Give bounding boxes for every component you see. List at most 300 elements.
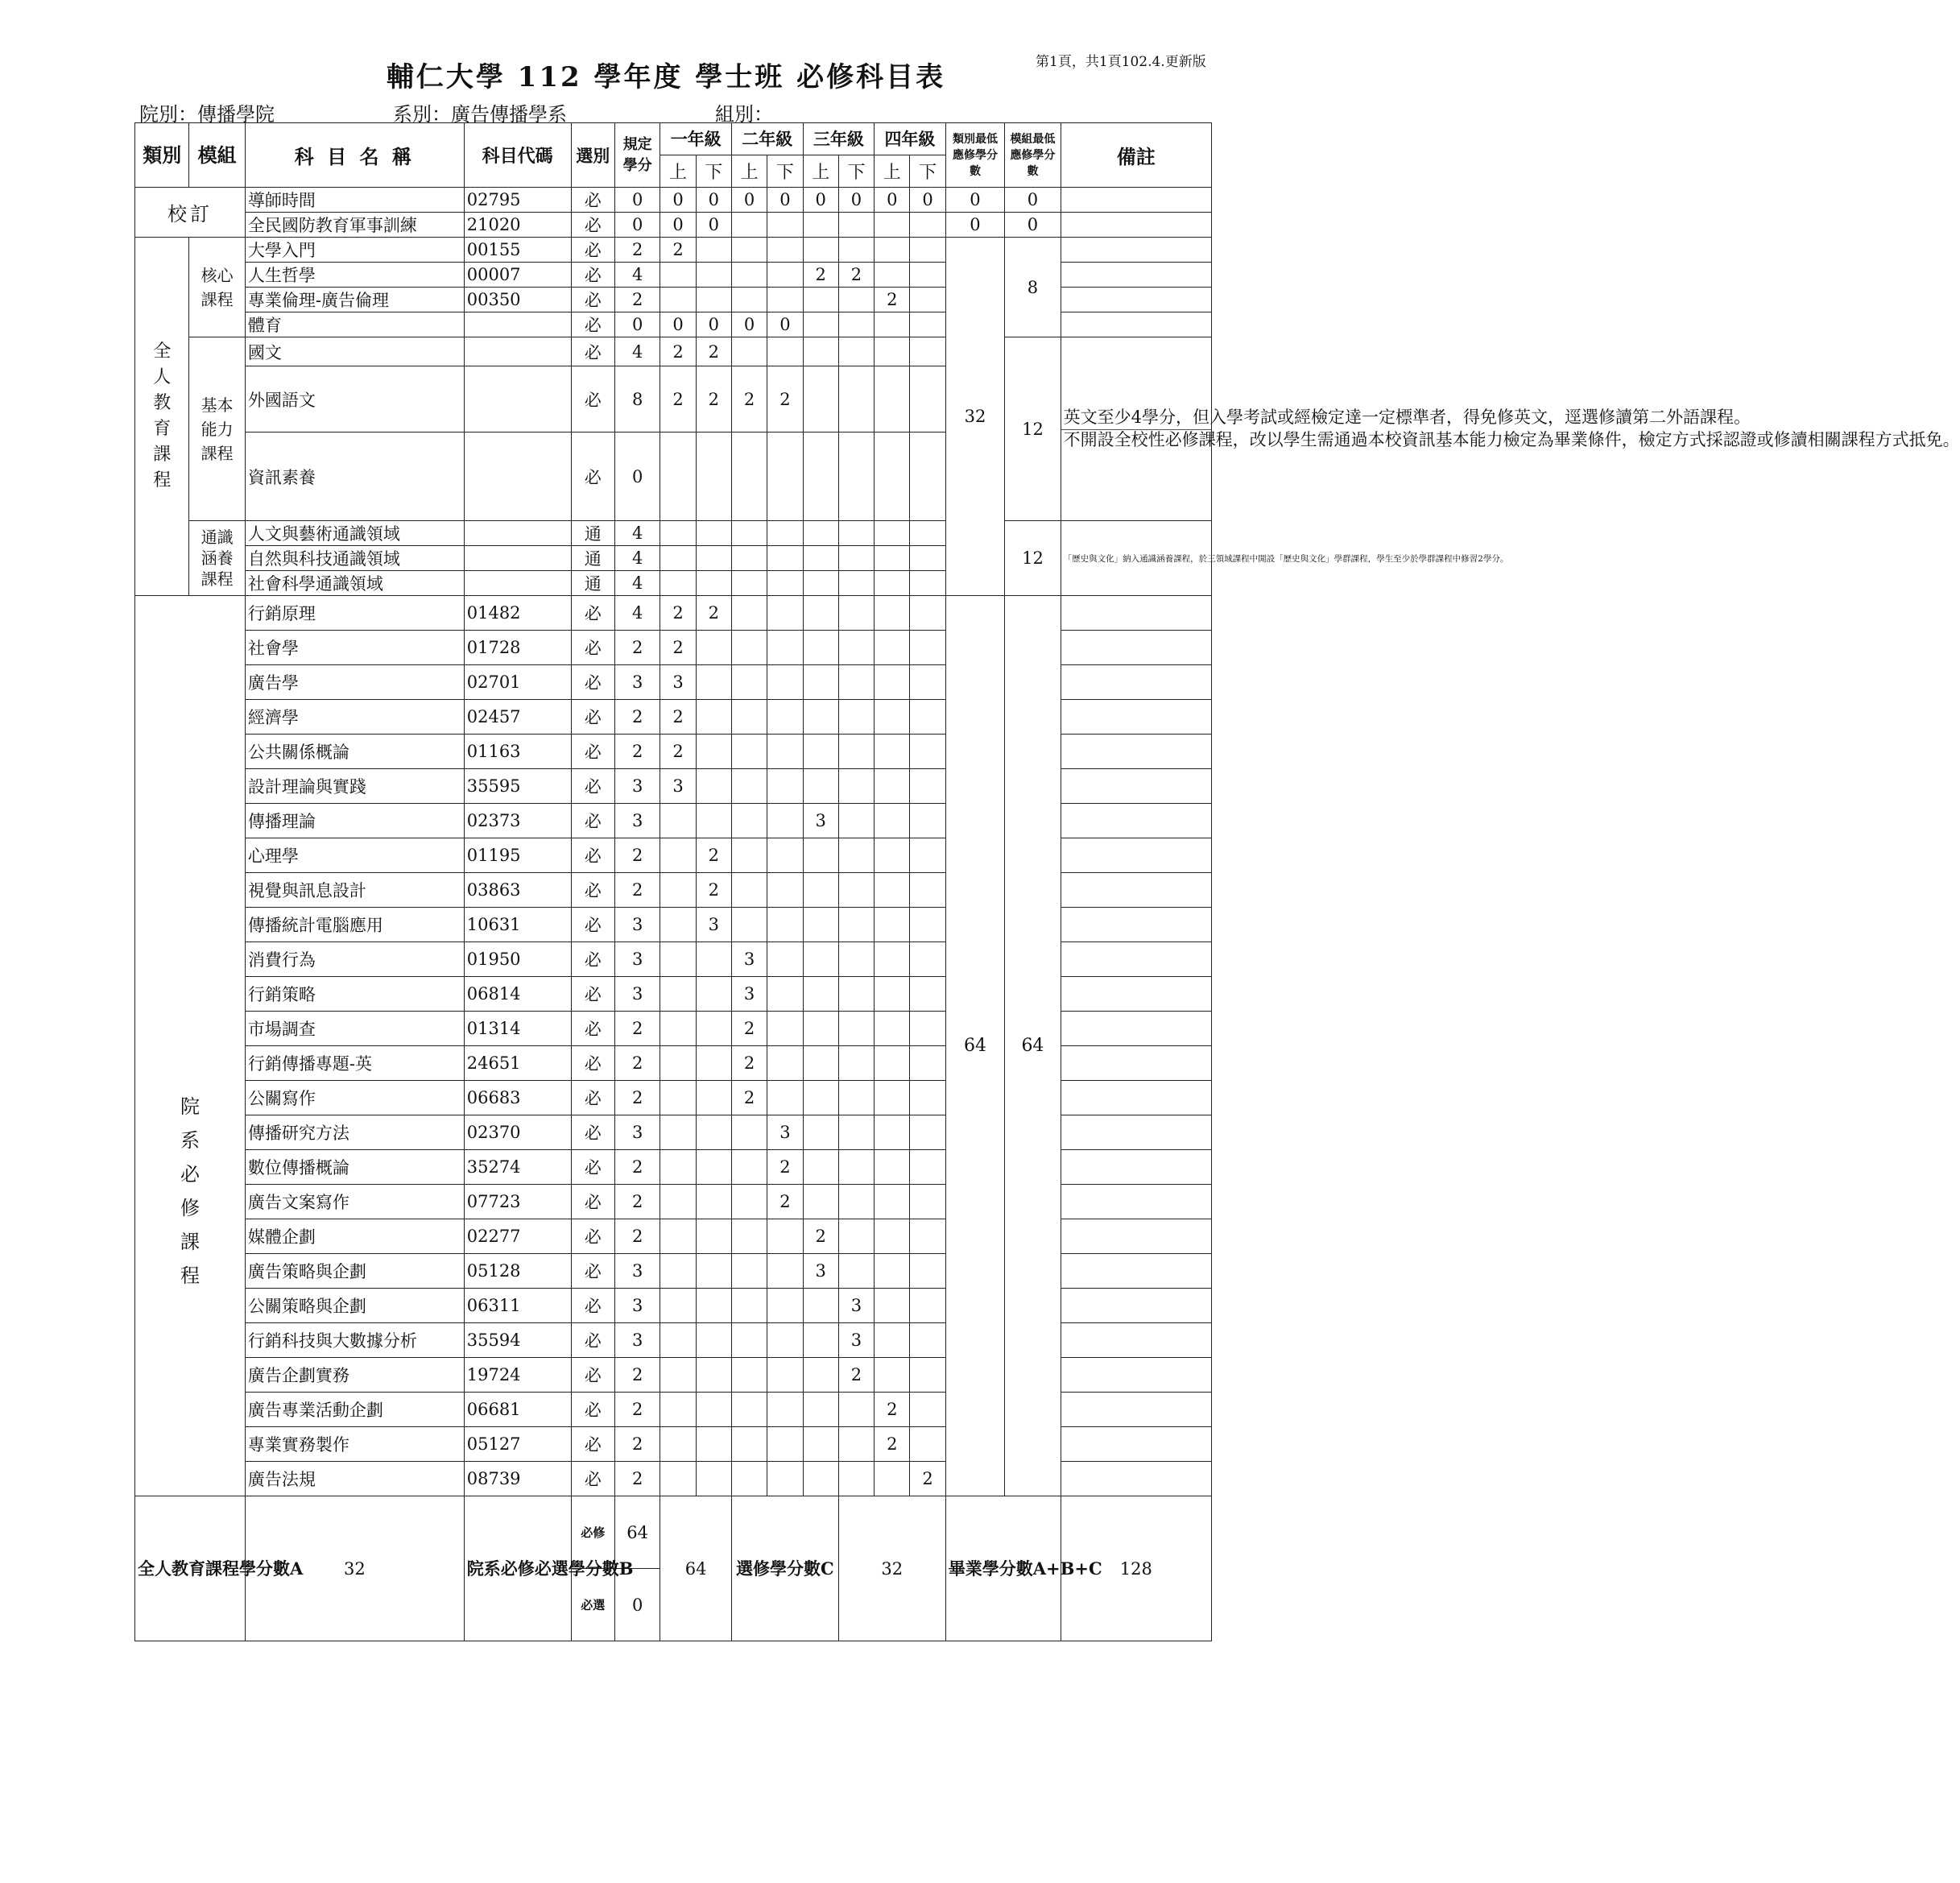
module-min: 0	[1005, 213, 1061, 238]
semester-credit	[910, 263, 945, 288]
course-name: 行銷傳播專題-英	[245, 1046, 464, 1081]
course-name: 自然與科技通識領域	[245, 546, 464, 571]
course-type: 必	[571, 735, 614, 769]
semester-credit: 3	[696, 908, 731, 942]
remarks-cell	[1061, 1081, 1211, 1115]
semester-credit	[910, 1219, 945, 1254]
semester-credit	[910, 665, 945, 700]
semester-credit	[910, 1427, 945, 1462]
course-credits: 4	[614, 571, 660, 596]
semester-credit	[731, 1427, 767, 1462]
page-title: 輔仁大學 112 學年度 學士班 必修科目表	[386, 61, 946, 93]
semester-credit	[910, 1046, 945, 1081]
semester-credit	[910, 1358, 945, 1393]
remarks-cell	[1061, 1219, 1211, 1254]
table-row	[135, 337, 1212, 366]
semester-credit: 0	[660, 312, 696, 337]
course-name: 行銷科技與大數據分析	[245, 1323, 464, 1358]
semester-credit	[803, 873, 838, 908]
semester-credit: 2	[910, 1462, 945, 1496]
semester-credit	[767, 838, 803, 873]
department-label: 系別：廣告傳播學系	[393, 103, 567, 126]
semester-credit	[838, 873, 874, 908]
course-name: 專業倫理-廣告倫理	[245, 288, 464, 312]
semester-credit	[803, 1323, 838, 1358]
semester-credit	[696, 700, 731, 735]
course-code	[464, 337, 571, 366]
remarks-cell	[1061, 1358, 1211, 1393]
section-dept	[135, 596, 246, 1496]
semester-credit	[696, 1046, 731, 1081]
semester-credit	[875, 1185, 910, 1219]
semester-credit	[660, 1185, 696, 1219]
course-name: 傳播理論	[245, 804, 464, 838]
course-name: 全民國防教育軍事訓練	[245, 213, 464, 238]
semester-credit	[838, 1046, 874, 1081]
semester-credit: 0	[731, 312, 767, 337]
course-code: 06683	[464, 1081, 571, 1115]
semester-credit	[910, 1323, 945, 1358]
semester-credit	[660, 1289, 696, 1323]
remarks-cell	[1061, 942, 1211, 977]
semester-credit	[696, 769, 731, 804]
course-type: 必	[571, 838, 614, 873]
semester-credit	[660, 977, 696, 1012]
course-name: 公關寫作	[245, 1081, 464, 1115]
semester-credit	[803, 1393, 838, 1427]
semester-credit	[910, 432, 945, 521]
semester-credit	[696, 631, 731, 665]
course-code: 02701	[464, 665, 571, 700]
semester-credit	[767, 700, 803, 735]
course-name: 廣告企劃實務	[245, 1358, 464, 1393]
course-code: 05128	[464, 1254, 571, 1289]
semester-credit	[731, 908, 767, 942]
semester-credit	[731, 1289, 767, 1323]
semester-credit	[767, 1254, 803, 1289]
semester-credit: 2	[838, 263, 874, 288]
footer-value-b: 64	[660, 1496, 732, 1641]
course-type: 必	[571, 213, 614, 238]
remarks-cell	[1061, 838, 1211, 873]
course-type: 必	[571, 1323, 614, 1358]
course-credits: 3	[614, 942, 660, 977]
semester-credit	[803, 665, 838, 700]
header-y2-upper: 上	[731, 155, 767, 188]
semester-credit	[767, 432, 803, 521]
course-name: 人生哲學	[245, 263, 464, 288]
course-code	[464, 521, 571, 546]
semester-credit	[838, 1254, 874, 1289]
semester-credit	[731, 1150, 767, 1185]
header-course-name: 科 目 名 稱	[245, 123, 464, 188]
course-code: 00155	[464, 238, 571, 263]
course-type: 必	[571, 1081, 614, 1115]
semester-credit	[910, 1150, 945, 1185]
course-code: 02457	[464, 700, 571, 735]
semester-credit	[767, 1219, 803, 1254]
course-credits: 2	[614, 1393, 660, 1427]
semester-credit: 2	[660, 596, 696, 631]
header-category-min: 類別最低應修學分數	[945, 123, 1004, 188]
header-year3: 三年級	[803, 123, 875, 155]
semester-credit	[696, 735, 731, 769]
course-code	[464, 432, 571, 521]
semester-credit	[731, 337, 767, 366]
semester-credit	[803, 908, 838, 942]
semester-credit	[803, 432, 838, 521]
semester-credit	[803, 769, 838, 804]
semester-credit	[838, 521, 874, 546]
header-module: 模組	[189, 123, 245, 188]
header-y1-lower: 下	[696, 155, 731, 188]
semester-credit	[767, 596, 803, 631]
course-type: 必	[571, 337, 614, 366]
header-y1-upper: 上	[660, 155, 696, 188]
semester-credit	[875, 1254, 910, 1289]
semester-credit	[838, 288, 874, 312]
semester-credit	[696, 432, 731, 521]
course-type: 必	[571, 1150, 614, 1185]
module-core: 核心課程	[189, 238, 245, 337]
semester-credit: 0	[838, 188, 874, 213]
semester-credit	[767, 571, 803, 596]
semester-credit	[696, 546, 731, 571]
semester-credit	[731, 804, 767, 838]
semester-credit	[875, 238, 910, 263]
header-module-min: 模組最低應修學分數	[1005, 123, 1061, 188]
semester-credit	[767, 631, 803, 665]
semester-credit	[803, 700, 838, 735]
semester-credit	[838, 213, 874, 238]
table-row	[135, 596, 1212, 631]
semester-credit	[767, 1358, 803, 1393]
semester-credit	[696, 1115, 731, 1150]
semester-credit	[731, 1358, 767, 1393]
dept-category-min: 64	[945, 596, 1004, 1496]
semester-credit	[696, 1185, 731, 1219]
semester-credit	[910, 337, 945, 366]
semester-credit	[910, 700, 945, 735]
course-type: 必	[571, 1462, 614, 1496]
course-credits: 2	[614, 1081, 660, 1115]
course-type: 必	[571, 288, 614, 312]
table-row	[135, 1496, 1212, 1569]
version-note: 第1頁，共1頁102.4.更新版	[1036, 54, 1206, 70]
semester-credit	[696, 1012, 731, 1046]
course-credits: 3	[614, 908, 660, 942]
semester-credit	[767, 263, 803, 288]
core-module-min: 8	[1005, 238, 1061, 337]
course-type: 必	[571, 238, 614, 263]
semester-credit	[660, 1046, 696, 1081]
semester-credit	[803, 942, 838, 977]
semester-credit	[875, 312, 910, 337]
semester-credit: 0	[875, 188, 910, 213]
semester-credit: 0	[660, 188, 696, 213]
semester-credit	[696, 1081, 731, 1115]
course-name: 人文與藝術通識領域	[245, 521, 464, 546]
course-type: 必	[571, 1115, 614, 1150]
semester-credit	[660, 1427, 696, 1462]
semester-credit	[838, 1012, 874, 1046]
semester-credit	[910, 1115, 945, 1150]
semester-credit	[910, 546, 945, 571]
header-year2: 二年級	[731, 123, 803, 155]
semester-credit	[803, 1046, 838, 1081]
course-name: 外國語文	[245, 366, 464, 432]
semester-credit	[838, 1115, 874, 1150]
semester-credit: 2	[660, 700, 696, 735]
semester-credit	[696, 1289, 731, 1323]
semester-credit	[875, 735, 910, 769]
semester-credit	[731, 1254, 767, 1289]
course-type: 必	[571, 1358, 614, 1393]
semester-credit: 3	[731, 942, 767, 977]
semester-credit: 2	[660, 337, 696, 366]
course-type: 必	[571, 942, 614, 977]
course-name: 行銷原理	[245, 596, 464, 631]
semester-credit	[731, 1462, 767, 1496]
semester-credit	[875, 1358, 910, 1393]
course-code: 05127	[464, 1427, 571, 1462]
header-y3-upper: 上	[803, 155, 838, 188]
semester-credit	[838, 942, 874, 977]
course-type: 必	[571, 366, 614, 432]
course-name: 體育	[245, 312, 464, 337]
semester-credit	[767, 1427, 803, 1462]
remarks-cell	[1061, 665, 1211, 700]
footer-elective-label: 必選	[571, 1569, 614, 1641]
semester-credit: 2	[731, 1012, 767, 1046]
semester-credit	[767, 546, 803, 571]
course-credits: 3	[614, 665, 660, 700]
semester-credit	[838, 1185, 874, 1219]
course-code: 02373	[464, 804, 571, 838]
course-type: 必	[571, 631, 614, 665]
semester-credit	[660, 1081, 696, 1115]
course-type: 必	[571, 1427, 614, 1462]
semester-credit: 2	[731, 1081, 767, 1115]
semester-credit	[910, 804, 945, 838]
header-y4-upper: 上	[875, 155, 910, 188]
course-credits: 4	[614, 521, 660, 546]
semester-credit	[731, 873, 767, 908]
semester-credit	[838, 1219, 874, 1254]
semester-credit	[838, 312, 874, 337]
semester-credit	[803, 1115, 838, 1150]
whole-category-min: 32	[945, 238, 1004, 596]
section-dept-label: 院 系 必 修 課 程	[180, 1095, 200, 1287]
semester-credit	[696, 1219, 731, 1254]
semester-credit	[875, 366, 910, 432]
semester-credit	[875, 521, 910, 546]
course-credits: 4	[614, 337, 660, 366]
course-credits: 2	[614, 1185, 660, 1219]
course-code: 01163	[464, 735, 571, 769]
semester-credit	[660, 546, 696, 571]
semester-credit	[838, 1427, 874, 1462]
semester-credit	[660, 1219, 696, 1254]
semester-credit	[838, 665, 874, 700]
semester-credit	[767, 1012, 803, 1046]
course-code	[464, 571, 571, 596]
course-code: 02370	[464, 1115, 571, 1150]
semester-credit	[731, 546, 767, 571]
semester-credit	[875, 838, 910, 873]
semester-credit	[660, 1150, 696, 1185]
semester-credit	[838, 735, 874, 769]
semester-credit: 2	[660, 735, 696, 769]
semester-credit	[910, 977, 945, 1012]
course-code	[464, 312, 571, 337]
semester-credit	[660, 521, 696, 546]
semester-credit	[731, 1219, 767, 1254]
remarks-cell	[1061, 188, 1211, 213]
semester-credit: 3	[838, 1289, 874, 1323]
course-type: 通	[571, 546, 614, 571]
semester-credit: 0	[696, 312, 731, 337]
semester-credit	[660, 908, 696, 942]
semester-credit: 0	[696, 188, 731, 213]
semester-credit	[803, 571, 838, 596]
course-name: 資訊素養	[245, 432, 464, 521]
semester-credit	[875, 665, 910, 700]
course-name: 傳播統計電腦應用	[245, 908, 464, 942]
semester-credit	[838, 571, 874, 596]
course-name: 數位傳播概論	[245, 1150, 464, 1185]
table-row	[135, 188, 1212, 213]
semester-credit	[731, 769, 767, 804]
semester-credit	[767, 665, 803, 700]
remarks-cell	[1061, 1012, 1211, 1046]
course-type: 必	[571, 596, 614, 631]
remarks-cell	[1061, 769, 1211, 804]
semester-credit	[875, 1046, 910, 1081]
course-code: 06311	[464, 1289, 571, 1323]
course-name: 心理學	[245, 838, 464, 873]
course-credits: 2	[614, 238, 660, 263]
general-module-min: 12	[1005, 521, 1061, 596]
remarks-cell	[1061, 213, 1211, 238]
semester-credit: 2	[875, 1393, 910, 1427]
course-code: 10631	[464, 908, 571, 942]
course-credits: 0	[614, 213, 660, 238]
footer-value-total: 128	[1061, 1496, 1211, 1641]
semester-credit	[696, 804, 731, 838]
semester-credit	[696, 1393, 731, 1427]
semester-credit	[660, 1115, 696, 1150]
course-type: 通	[571, 521, 614, 546]
course-name: 大學入門	[245, 238, 464, 263]
semester-credit	[838, 977, 874, 1012]
course-credits: 3	[614, 977, 660, 1012]
footer-label-b: 院系必修必選學分數B	[464, 1496, 571, 1641]
header-y4-lower: 下	[910, 155, 945, 188]
semester-credit	[767, 942, 803, 977]
course-code: 35274	[464, 1150, 571, 1185]
course-type: 必	[571, 1254, 614, 1289]
semester-credit	[875, 873, 910, 908]
course-credits: 3	[614, 1115, 660, 1150]
course-code: 01728	[464, 631, 571, 665]
course-code: 02795	[464, 188, 571, 213]
remarks-cell	[1061, 1427, 1211, 1462]
semester-credit: 0	[767, 188, 803, 213]
semester-credit: 0	[731, 188, 767, 213]
semester-credit	[803, 1462, 838, 1496]
semester-credit	[910, 571, 945, 596]
semester-credit	[875, 1081, 910, 1115]
course-code: 02277	[464, 1219, 571, 1254]
semester-credit	[910, 1081, 945, 1115]
semester-credit	[910, 1289, 945, 1323]
basic-remarks	[1061, 337, 1960, 521]
semester-credit	[838, 1081, 874, 1115]
semester-credit	[838, 238, 874, 263]
course-code: 21020	[464, 213, 571, 238]
course-type: 通	[571, 571, 614, 596]
remarks-cell	[1061, 312, 1211, 337]
course-credits: 2	[614, 1219, 660, 1254]
semester-credit: 3	[838, 1323, 874, 1358]
course-credits: 2	[614, 1150, 660, 1185]
course-credits: 3	[614, 1323, 660, 1358]
semester-credit	[731, 700, 767, 735]
semester-credit: 2	[875, 288, 910, 312]
footer-required-value: 64	[614, 1496, 660, 1569]
basic-module-min: 12	[1005, 337, 1061, 521]
semester-credit	[875, 977, 910, 1012]
semester-credit: 0	[803, 188, 838, 213]
remarks-cell	[1061, 804, 1211, 838]
module-min: 0	[1005, 188, 1061, 213]
semester-credit	[875, 1462, 910, 1496]
course-table	[134, 122, 1960, 1641]
semester-credit	[910, 631, 945, 665]
semester-credit	[731, 263, 767, 288]
semester-credit	[875, 1289, 910, 1323]
basic-note-info: 不開設全校性必修課程，改以學生需通過本校資訊基本能力檢定為畢業條件，檢定方式採認證或修讀相關課程方式抵免。	[1063, 430, 1960, 449]
semester-credit	[660, 288, 696, 312]
semester-credit	[767, 337, 803, 366]
course-name: 廣告學	[245, 665, 464, 700]
semester-credit	[767, 908, 803, 942]
course-credits: 4	[614, 263, 660, 288]
semester-credit	[803, 1012, 838, 1046]
semester-credit	[838, 1393, 874, 1427]
remarks-cell	[1061, 288, 1211, 312]
semester-credit	[910, 942, 945, 977]
semester-credit	[803, 238, 838, 263]
semester-credit	[910, 521, 945, 546]
module-basic: 基本能力課程	[189, 337, 245, 521]
semester-credit	[767, 1046, 803, 1081]
section-whole-person-label: 全 人 教 育 課 程	[153, 341, 172, 490]
semester-credit	[731, 838, 767, 873]
remarks-cell	[1061, 873, 1211, 908]
course-type: 必	[571, 977, 614, 1012]
semester-credit	[803, 977, 838, 1012]
semester-credit	[803, 312, 838, 337]
semester-credit	[696, 665, 731, 700]
semester-credit	[767, 804, 803, 838]
remarks-cell	[1061, 908, 1211, 942]
course-credits: 2	[614, 1462, 660, 1496]
course-name: 導師時間	[245, 188, 464, 213]
course-name: 市場調查	[245, 1012, 464, 1046]
course-credits: 2	[614, 288, 660, 312]
